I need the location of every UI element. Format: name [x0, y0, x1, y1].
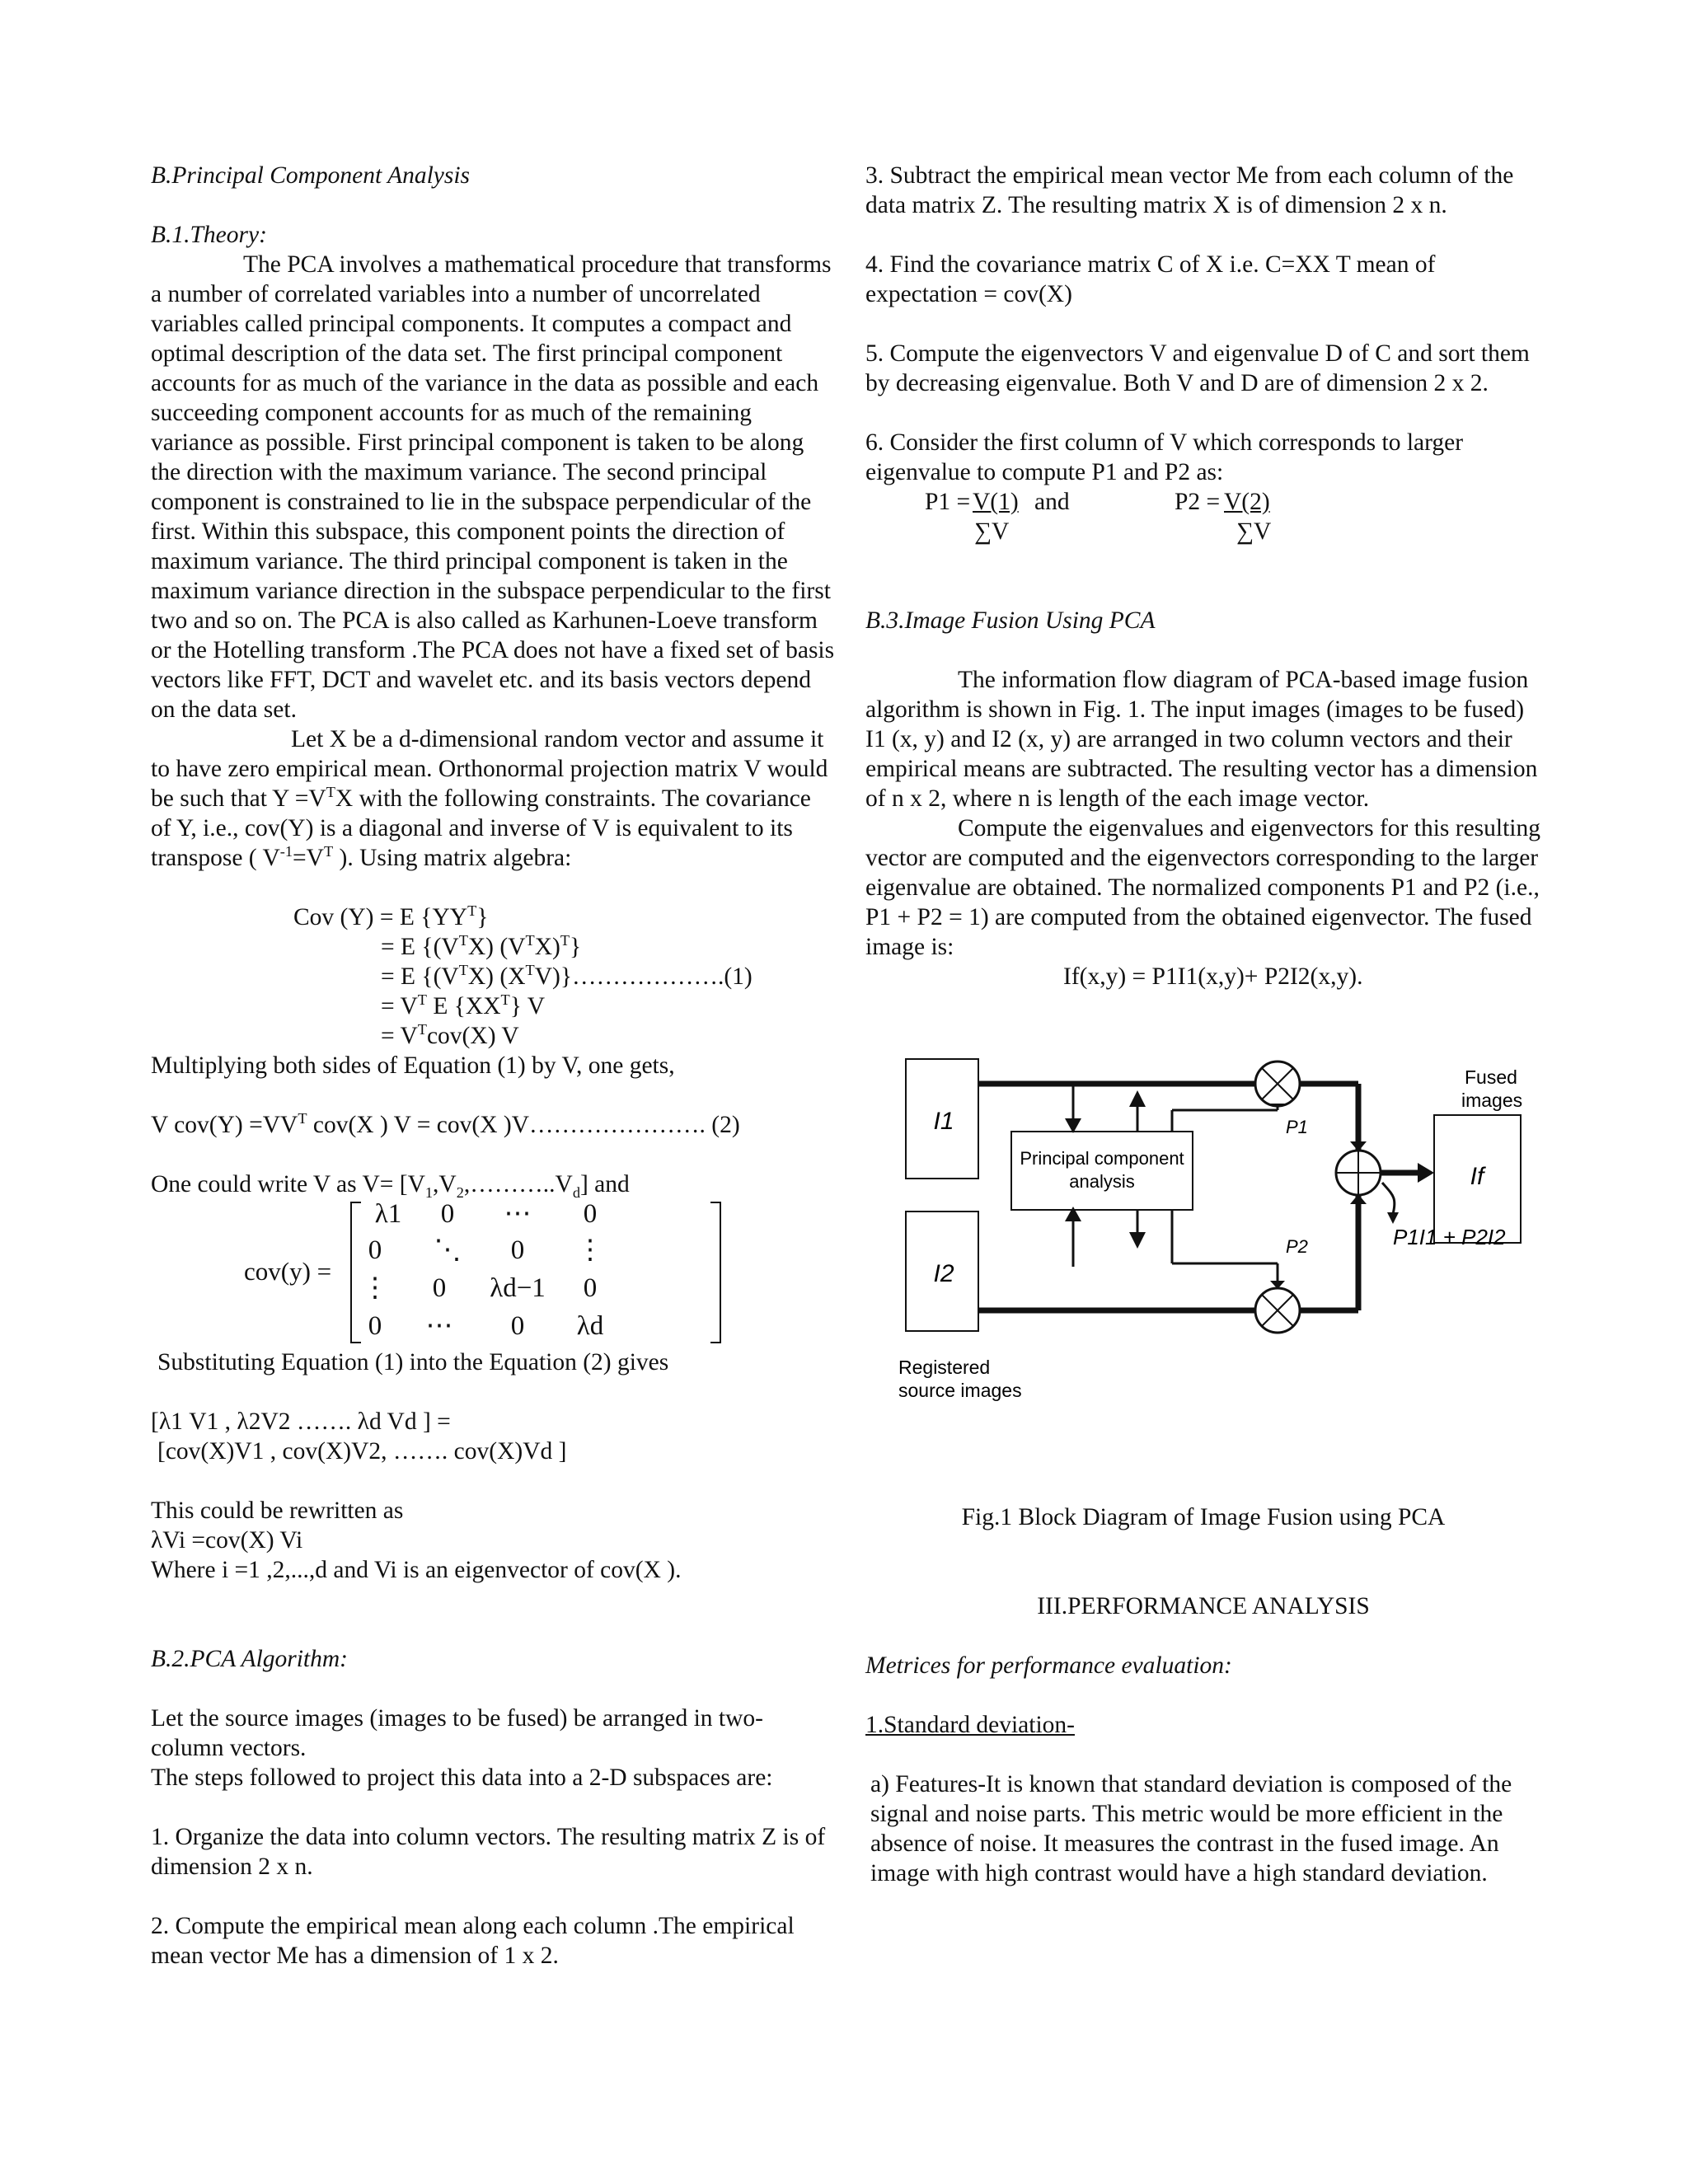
algorithm-step-6: 6. Consider the first column of V which corresponds to larger eigenvalue to compute P1 and P2 as:	[865, 429, 1464, 485]
p1-p2-formulas	[865, 487, 1541, 546]
section-heading-b: B.Principal Component Analysis	[151, 162, 471, 189]
matrix-cell: ⋯	[504, 1199, 532, 1229]
algorithm-step-2: 2. Compute the empirical mean along each column .The empirical mean vector Me has a dimension of 1 x 2.	[151, 1913, 795, 1969]
covariance-matrix	[151, 1199, 835, 1347]
algorithm-step-4: 4. Find the covariance matrix C of X i.e. C=XX T mean of expectation = cov(X)	[865, 251, 1436, 307]
matrix-cell: ⋱	[434, 1235, 462, 1265]
matrix-cell: ⋮	[361, 1273, 389, 1303]
theory-paragraph: The PCA involves a mathematical procedure that transforms a number of correlated variables into a number of uncorrelated variables called principal components. It computes a compact and optimal description of the data set. The first principal component accounts for as much of the variance in the data as possible and each succeeding component accounts for as much of the remaining variance as possible. First principal component is taken to be along the direction with the maximum variance. The second principal component is constrained to lie in the subspace perpendicular of the first. Within this subspace, this component points the direction of maximum variance. The third principal component is taken in the maximum variance direction in the subspace perpendicular to the first two and so on. The PCA is also called as Karhunen-Loeve transform or the Hotelling transform .The PCA does not have a fixed set of basis vectors like FFT, DCT and wavelet etc. and its basis vectors depend on the data set.	[151, 251, 835, 723]
registered-label-2: source images	[898, 1380, 1022, 1401]
block-diagram-svg	[865, 1051, 1541, 1496]
matrix-cell: 0	[510, 1311, 525, 1341]
fusion-paragraph-2: Compute the eigenvalues and eigenvectors for this resulting vector are computed and the eigenvectors corresponding to the larger eigenvalue are obtained. The normalized components P1 and P2 (i.e., P1 + P2 = 1) are computed from the obtained eigenvector. The fused image is:	[865, 815, 1540, 960]
p2-denominator: ∑V	[1236, 518, 1272, 545]
subsection-heading-b1: B.1.Theory:	[151, 222, 267, 248]
registered-label-1: Registered	[898, 1357, 991, 1378]
metrices-heading: Metrices for performance evaluation:	[865, 1652, 1232, 1679]
matrix-cell: 0	[368, 1235, 382, 1265]
subsection-heading-b3: B.3.Image Fusion Using PCA	[865, 607, 1156, 634]
write-v-line: One could write V as $V= [V_1,V_2,\dots\dots\dots..V_d]$ and	[151, 1171, 630, 1201]
sum-expression: P1I1 + P2I2	[1393, 1225, 1506, 1249]
right-column	[865, 161, 1541, 1888]
p1-lhs: P1 =	[925, 489, 971, 515]
multiplying-line: Multiplying both sides of Equation (1) by V, one gets,	[151, 1052, 675, 1079]
p2-numerator: V(2)	[1224, 489, 1270, 515]
if-label: If	[1470, 1163, 1484, 1190]
p1-label: P1	[1286, 1117, 1308, 1137]
matrix-cell: λd−1	[490, 1273, 546, 1303]
matrix-cell: ⋯	[425, 1311, 453, 1341]
lambda-vi-line: λVi =cov(X) Vi	[151, 1527, 303, 1554]
substituting-line: Substituting Equation (1) into the Equation (2) gives	[157, 1349, 669, 1376]
p2-label: P2	[1286, 1236, 1308, 1257]
pca-label-2: analysis	[1069, 1171, 1135, 1192]
algorithm-step-5: 5. Compute the eigenvectors V and eigenvalue D of C and sort them by decreasing eigenvalue. Both V and D are of dimension 2 x 2.	[865, 340, 1530, 396]
block-diagram	[865, 1051, 1541, 1496]
algorithm-step-3: 3. Subtract the empirical mean vector Me from each column of the data matrix Z. The resulting matrix X is of dimension 2 x n.	[865, 162, 1514, 218]
fusion-paragraph-1: The information flow diagram of PCA-based image fusion algorithm is shown in Fig. 1. The input images (images to be fused) I1 (x, y) and I2 (x, y) are arranged in two column vectors and their empirical means are subtracted. The resulting vector has a dimension of n x 2, where n is length of the each image vector.	[865, 667, 1538, 812]
matrix-cell: 0	[368, 1311, 382, 1341]
matrix-cell: 0	[510, 1235, 525, 1265]
equation-2: V $cov(Y) =VV^T$ cov(X ) V = cov(X )V…………………. (2)	[151, 1110, 740, 1138]
covariance-equation-1: Cov (Y) = E $\{YY^T\}$ = E {$(V^TX)$ $(V^TX)^T$} = E {$(V^TX)$ $(X^TV)\}\dots\dots\dots\dots\dots\dots.(1)$ = $V^T$ E $\{XX^T\}$ V = $V^Tcov(X)$ V	[293, 902, 753, 1049]
pca-label-1: Principal component	[1020, 1148, 1184, 1169]
features-paragraph: a) Features-It is known that standard deviation is composed of the signal and noise parts. This metric would be more efficient in the absence of noise. It measures the contrast in the fused image. An image with high contrast would have a high standard deviation.	[870, 1771, 1512, 1886]
matrix-cell: λd	[576, 1311, 604, 1341]
lambda-line-2: [cov(X)V1 , cov(X)V2, ……. cov(X)Vd ]	[157, 1438, 567, 1465]
p1-numerator: V(1)	[973, 489, 1019, 515]
matrix-cell: 0	[440, 1199, 455, 1229]
matrix-cell: 0	[432, 1273, 447, 1303]
section-heading-3: III.PERFORMANCE ANALYSIS	[1037, 1593, 1370, 1619]
matrix-cell: 0	[583, 1199, 598, 1229]
lambda-line-1: [λ1 V1 , λ2V2 ……. λd Vd ] =	[151, 1408, 451, 1435]
fused-label-2: images	[1461, 1090, 1523, 1111]
i2-label: I2	[933, 1260, 954, 1287]
algorithm-intro-2: The steps followed to project this data into a 2-D subspaces are:	[151, 1765, 773, 1791]
p2-lhs: P2 =	[1175, 489, 1221, 515]
where-i-line: Where i =1 ,2,...,d and Vi is an eigenvector of cov(X ).	[151, 1557, 682, 1583]
fused-label-1: Fused	[1465, 1066, 1517, 1088]
cov-label: cov(y) =	[244, 1257, 332, 1286]
matrix-cell: 0	[583, 1273, 598, 1303]
left-column	[151, 161, 835, 1971]
rewritten-line: This could be rewritten as	[151, 1497, 404, 1524]
algorithm-step-1: 1. Organize the data into column vectors. The resulting matrix Z is of dimension 2 x n.	[151, 1824, 826, 1880]
subsection-heading-b2: B.2.PCA Algorithm:	[151, 1646, 349, 1672]
random-vector-paragraph: Let X be a d-dimensional random vector and assume it to have zero empirical mean. Orthonormal projection matrix V would be such that $Y =V^TX$ with the following constraints. The covariance of Y, i.e., cov(Y) is a diagonal and inverse of V is equivalent to its transpose ( $V^{-1}=V^T$ ). Using matrix algebra:	[151, 726, 828, 871]
i1-label: I1	[933, 1108, 954, 1135]
matrix-cell: ⋮	[576, 1235, 604, 1265]
figure-caption: Fig.1 Block Diagram of Image Fusion using PCA	[961, 1504, 1446, 1530]
p1-denominator: ∑V	[974, 518, 1010, 545]
standard-deviation-heading: 1.Standard deviation-	[865, 1712, 1075, 1738]
p1-and: and	[1034, 489, 1070, 515]
fused-image-equation: If(x,y) = P1I1(x,y)+ P2I2(x,y).	[1063, 963, 1363, 990]
matrix-cell: λ1	[374, 1199, 402, 1229]
algorithm-intro-1: Let the source images (images to be fused) be arranged in two-column vectors.	[151, 1705, 763, 1761]
